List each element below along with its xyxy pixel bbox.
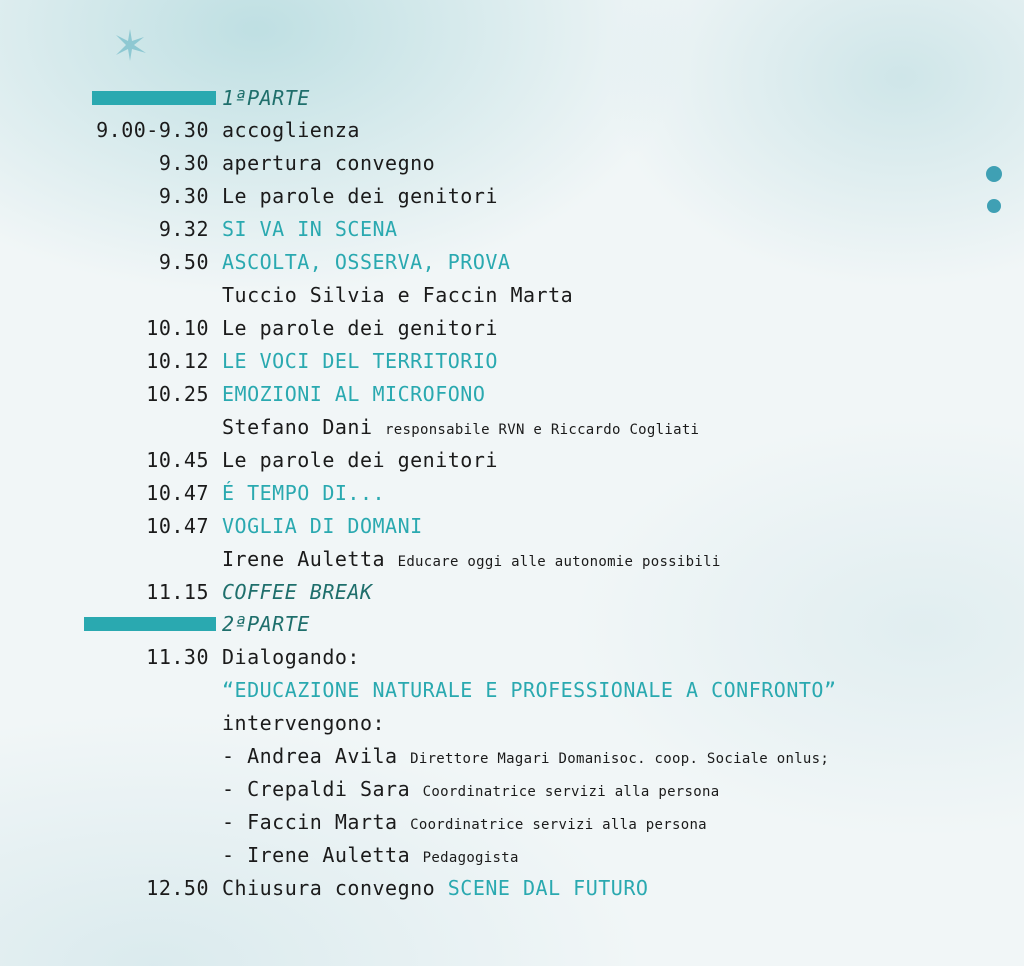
- schedule-time: 10.10: [146, 316, 209, 340]
- closing-accent: SCENE DAL FUTURO: [447, 876, 649, 900]
- schedule-item: Le parole dei genitori: [222, 184, 498, 208]
- closing-label: Chiusura convegno: [222, 876, 436, 900]
- session-title: “EDUCAZIONE NATURALE E PROFESSIONALE A CONFRONTO”: [222, 678, 837, 702]
- ink-splash-decoration: [110, 25, 150, 65]
- schedule-item: intervengono:: [222, 711, 386, 735]
- part-2-label: 2ªPARTE: [222, 612, 310, 636]
- schedule-time: 9.30: [158, 151, 209, 175]
- speaker-line: [222, 744, 829, 768]
- speaker-role: Pedagogista: [422, 850, 519, 866]
- schedule-time: 10.47: [146, 481, 209, 505]
- schedule-item: Dialogando:: [222, 645, 360, 669]
- schedule-time: 9.30: [158, 184, 209, 208]
- schedule-item-break: COFFEE BREAK: [222, 580, 373, 604]
- schedule-item: apertura convegno: [222, 151, 436, 175]
- schedule-time: 10.47: [146, 514, 209, 538]
- schedule-time: 11.30: [146, 645, 209, 669]
- schedule-item: accoglienza: [222, 118, 360, 142]
- schedule-time: 9.32: [158, 217, 209, 241]
- speaker-role: Coordinatrice servizi alla persona: [422, 784, 720, 800]
- speaker-line: [222, 547, 721, 571]
- speaker-line: [222, 415, 699, 439]
- schedule-item: Le parole dei genitori: [222, 448, 498, 472]
- speaker-name: - Irene Auletta: [222, 843, 411, 867]
- schedule-item: EMOZIONI AL MICROFONO: [222, 382, 486, 406]
- schedule-item: É TEMPO DI...: [222, 481, 386, 505]
- speaker-name: Stefano Dani: [222, 415, 373, 439]
- speaker-role: Coordinatrice servizi alla persona: [410, 817, 707, 833]
- speaker-name: - Andrea Avila: [222, 744, 398, 768]
- speaker-name: - Crepaldi Sara: [222, 777, 411, 801]
- speaker-line: [222, 777, 719, 801]
- speaker-role: Educare oggi alle autonomie possibili: [397, 554, 721, 570]
- schedule-item: ASCOLTA, OSSERVA, PROVA: [222, 250, 511, 274]
- schedule-item: LE VOCI DEL TERRITORIO: [222, 349, 498, 373]
- schedule-time: 9.00-9.30: [96, 118, 209, 142]
- schedule-time: 9.50: [158, 250, 209, 274]
- schedule-item: SI VA IN SCENA: [222, 217, 398, 241]
- speaker-names: Tuccio Silvia e Faccin Marta: [222, 283, 574, 307]
- speaker-name: Irene Auletta: [222, 547, 386, 571]
- schedule-time: 12.50: [146, 876, 209, 900]
- schedule-time: 10.45: [146, 448, 209, 472]
- schedule-item: VOGLIA DI DOMANI: [222, 514, 423, 538]
- schedule-time: 10.25: [146, 382, 209, 406]
- speaker-line: [222, 843, 519, 867]
- speaker-line: [222, 810, 707, 834]
- schedule-time: 10.12: [146, 349, 209, 373]
- speaker-role: Direttore Magari Domanisoc. coop. Sociale onlus;: [410, 751, 830, 767]
- schedule-item: Le parole dei genitori: [222, 316, 498, 340]
- schedule-time: 11.15: [146, 580, 209, 604]
- part-1-label: 1ªPARTE: [222, 86, 310, 110]
- speaker-role: responsabile RVN e Riccardo Cogliati: [385, 422, 700, 438]
- speaker-name: - Faccin Marta: [222, 810, 398, 834]
- schedule-item: [222, 876, 648, 900]
